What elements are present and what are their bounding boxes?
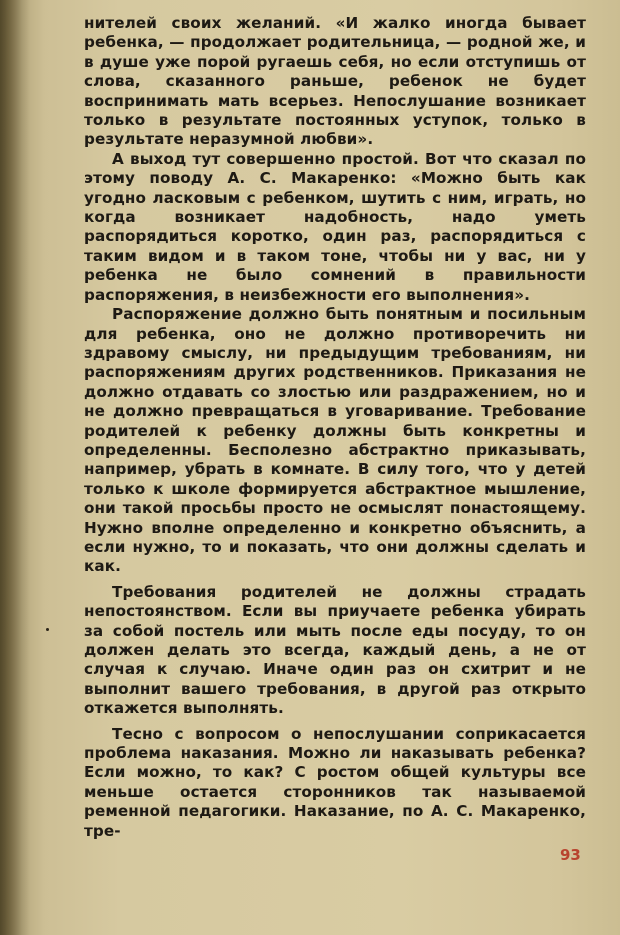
body-text bbox=[84, 14, 586, 841]
paragraph-1: нителей своих желаний. «И жалко иногда бывает ребенка, — продолжает родительница, — родной же, и в душе уже порой ругаешь себя, но если отступишь от слова, сказанного раньше, ребенок не будет воспринимать мать всерьез. Непослушание возникает только в результате постоянных уступок, только в результате неразумной любви». bbox=[84, 14, 586, 149]
paragraph-5: Тесно с вопросом о непослушании соприкасается проблема наказания. Можно ли наказывать ребенка? Если можно, то как? С ростом общей культуры все меньше остается сторонников так называемой ременной педагогики. Наказание, по А. С. Макаренко, тре- bbox=[84, 724, 586, 840]
paragraph-2: А выход тут совершенно простой. Вот что сказал по этому поводу А. С. Макаренко: «Можно быть как угодно ласковым с ребенком, шутить с ним, играть, но когда возникает надобность, надо уметь распорядиться коротко, один раз, распорядиться с таким видом и в таком тоне, чтобы ни у вас, ни у ребенка не было сомнений в правильности распоряжения, в неизбежности его выполнения». bbox=[84, 149, 586, 304]
page-number: 93 bbox=[560, 846, 581, 864]
spine-shadow bbox=[0, 0, 30, 935]
paragraph-4: Требования родителей не должны страдать непостоянством. Если вы приучаете ребенка убирать за собой постель или мыть после еды посуду, то он должен делать это всегда, каждый день, а не от случая к случаю. Иначе один раз он схитрит и не выполнит вашего требования, в другой раз открыто откажется выполнять. bbox=[84, 582, 586, 718]
print-blemish bbox=[46, 628, 49, 631]
paragraph-3: Распоряжение должно быть понятным и посильным для ребенка, оно не должно противоречить ни здравому смыслу, ни предыдущим требованиям, ни распоряжениям других родственников. Приказания не должно отдавать со злостью или раздражением, но и не должно превращаться в уговаривание. Требование родителей к ребенку должны быть конкретны и определенны. Бесполезно абстрактно приказывать, например, убрать в комнате. В силу того, что у детей только к школе формируется абстрактное мышление, они такой просьбы просто не осмыслят понастоящему. Нужно вполне определенно и конкретно объяснить, а если нужно, то и показать, что они должны сделать и как. bbox=[84, 305, 586, 576]
